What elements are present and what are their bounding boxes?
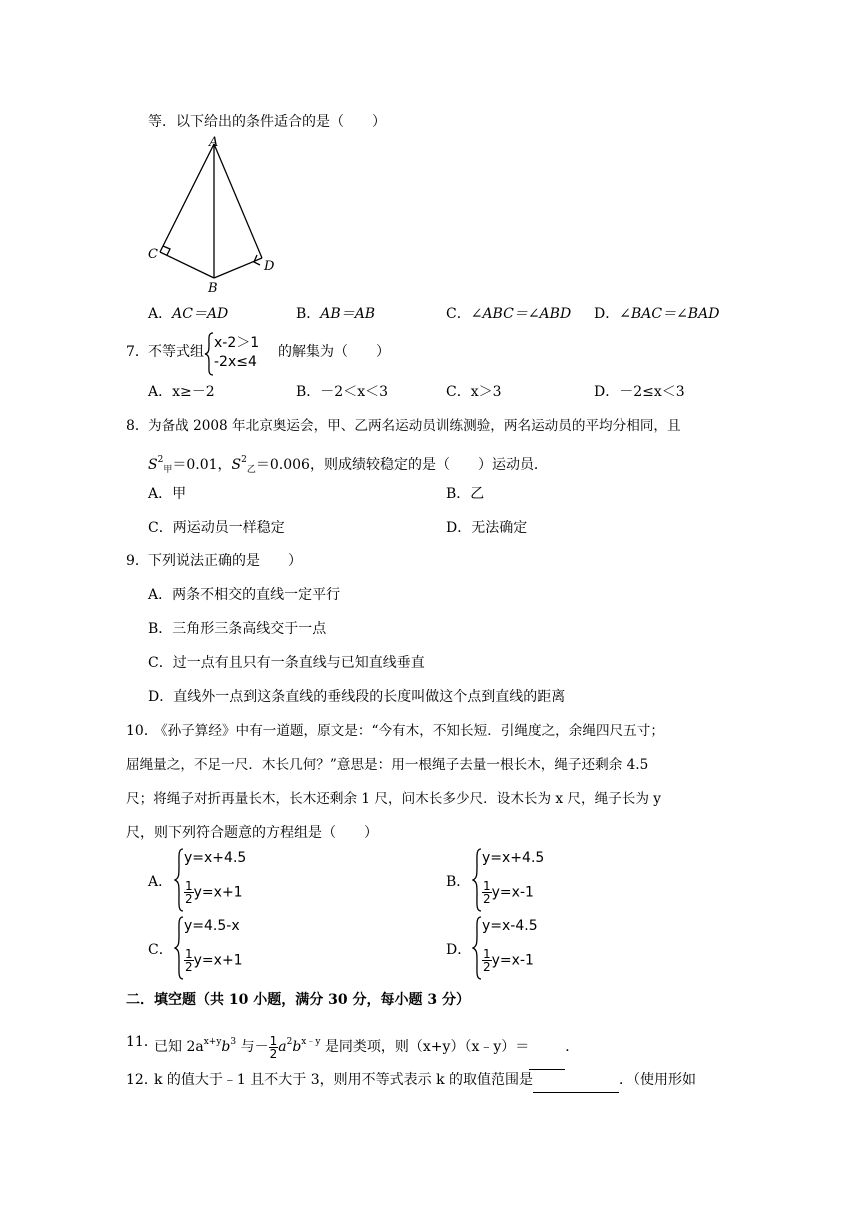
q10-option-d-key[interactable]: D．: [446, 942, 472, 958]
q10-option-a-key[interactable]: A．: [148, 874, 173, 890]
q8-line1: 为备战 2008 年北京奥运会，甲、乙两名运动员训练测验，两名运动员的平均分相同，且: [148, 418, 681, 434]
q11-number: 11．: [126, 1034, 158, 1050]
q7-option-a[interactable]: A．x≥－2: [148, 384, 215, 400]
q8-option-d[interactable]: D．无法确定: [446, 520, 528, 536]
q10-line3: 尺；将绳子对折再量长木，长木还剩余 1 尺，问木长多少尺．设木长为 x 尺，绳子长为 y: [126, 791, 661, 807]
q12-text: k 的值大于﹣1 且不大于 3，则用不等式表示 k 的取值范围是 ．（使用形如: [154, 1070, 696, 1093]
q7-row1: x-2＞1: [214, 335, 260, 351]
q7-option-d[interactable]: D．－2≤x＜3: [594, 384, 685, 400]
q6-option-d[interactable]: D．∠BAC＝∠BAD: [594, 306, 720, 322]
label-d: D: [264, 259, 275, 274]
brace-icon: [472, 916, 482, 980]
q9-option-b[interactable]: B．三角形三条高线交于一点: [148, 621, 327, 637]
q7-prefix: 不等式组: [148, 344, 204, 360]
q10-line1: 《孙子算经》中有一道题，原文是：“今有木，不知长短．引绳度之，余绳四尺五寸；: [154, 723, 664, 739]
q9-option-a[interactable]: A．两条不相交的直线一定平行: [148, 587, 341, 603]
q6-option-a[interactable]: A．AC＝AD: [148, 306, 229, 322]
q11-answer-blank[interactable]: [529, 1029, 565, 1070]
q10-line4: 尺，则下列符合题意的方程组是（ ）: [126, 825, 378, 841]
brace-icon: [174, 916, 184, 980]
q6-stem-tail: 等．以下给出的条件适合的是（ ）: [148, 114, 386, 130]
q9-number: 9．: [126, 553, 149, 569]
q6-option-b[interactable]: B．AB＝AB: [296, 306, 376, 322]
segment-ac: [160, 144, 214, 252]
q7-number: 7．: [126, 344, 149, 360]
q7-suffix: 的解集为（ ）: [278, 344, 390, 360]
q12-number: 12．: [126, 1072, 158, 1088]
brace-icon: [472, 848, 482, 912]
q8-option-b[interactable]: B．乙: [446, 486, 485, 502]
q12-answer-blank[interactable]: [533, 1072, 619, 1093]
q10-option-d-system[interactable]: y=x-4.5 $\frac{1}{2}$ y=x-1: [472, 916, 582, 980]
q10-option-c-system[interactable]: y=4.5-x $\frac{1}{2}$ y=x+1: [174, 916, 284, 980]
q6-option-c[interactable]: C．∠ABC＝∠ABD: [446, 306, 572, 322]
segment-cb: [160, 252, 214, 278]
label-a: A: [209, 135, 219, 150]
q9-option-d[interactable]: D．直线外一点到这条直线的垂线段的长度叫做这个点到直线的距离: [148, 689, 566, 705]
q8-option-c[interactable]: C．两运动员一样稳定: [148, 520, 285, 536]
q10-option-c-key[interactable]: C．: [148, 942, 173, 958]
q10-option-b-key[interactable]: B．: [446, 874, 471, 890]
brace-icon: [174, 848, 184, 912]
q10-option-b-system[interactable]: y=x+4.5 $\frac{1}{2}$ y=x-1: [472, 848, 582, 912]
q10-option-a-system[interactable]: y=x+4.5 $\frac{1}{2}$ y=x+1: [174, 848, 284, 912]
q11-text: 已知 $2a^{x+y}b^3$ 与－ $\frac{1}{2}$ $a^2b^{x﹣y}$ 是同类项，则（x+y）（x﹣y）＝ ．: [154, 1022, 579, 1070]
q8-option-a[interactable]: A．甲: [148, 486, 187, 502]
q8-line2: $S^2_甲=0.01$，$S^2_乙=0.006$，则成绩较稳定的是（ ）运动员．: [148, 455, 548, 475]
q7-option-b[interactable]: B．－2＜x＜3: [296, 384, 389, 400]
label-b: B: [208, 281, 218, 294]
brace-icon: [204, 332, 214, 376]
q8-number: 8．: [126, 418, 149, 434]
segment-ad: [214, 144, 262, 258]
q10-number: 10．: [126, 723, 158, 739]
kite-figure: [140, 134, 290, 294]
q9-option-c[interactable]: C．过一点有且只有一条直线与已知直线垂直: [148, 655, 425, 671]
label-c: C: [148, 247, 158, 262]
q9-stem: 下列说法正确的是 ）: [148, 553, 302, 569]
q7-option-c[interactable]: C．x＞3: [446, 384, 502, 400]
q7-row2: -2x≤4: [214, 354, 257, 370]
q7-inequality-system: [204, 332, 284, 376]
q10-line2: 屈绳量之，不足一尺．木长几何？”意思是：用一根绳子去量一根长木，绳子还剩余 4.5: [126, 757, 649, 773]
section2-title: 二．填空题（共 10 小题，满分 30 分，每小题 3 分）: [126, 992, 470, 1008]
